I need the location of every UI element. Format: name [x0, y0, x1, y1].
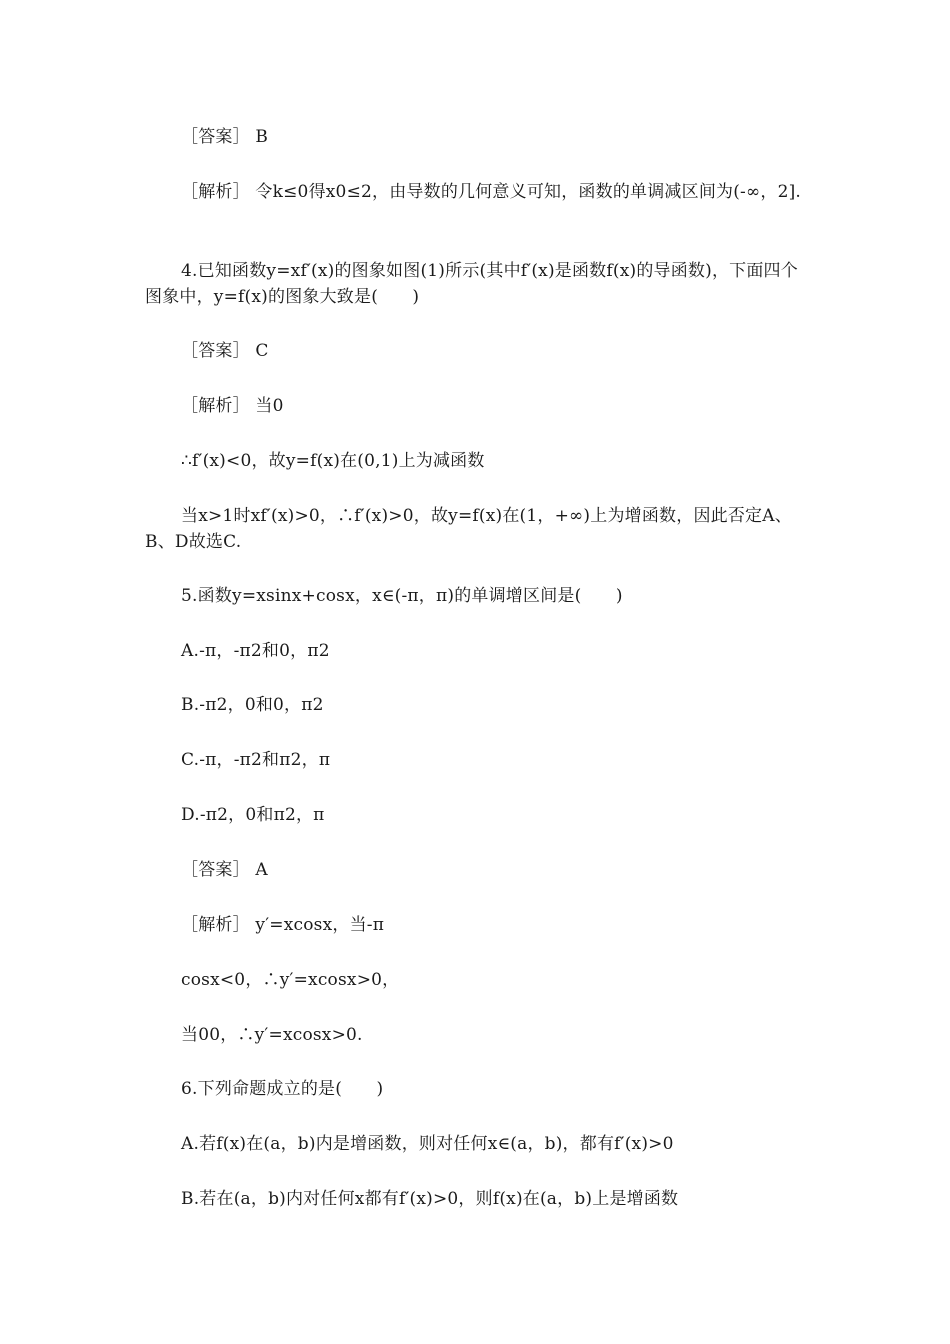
option-b-q6: B.若在(a，b)内对任何x都有f′(x)>0，则f(x)在(a，b)上是增函数	[181, 1189, 679, 1209]
answer-line-q3: ［答案］ B	[181, 127, 269, 147]
analysis-paragraph-q3: ［解析］ 令k≤0得x0≤2，由导数的几何意义可知，函数的单调减区间为(-∞，2].	[181, 182, 802, 202]
analysis-step-3: cosx<0，∴y′=xcosx>0，	[181, 970, 400, 990]
analysis-line-q5: ［解析］ y′=xcosx，当-π	[181, 915, 385, 935]
analysis-line-q4: ［解析］ 当0	[181, 396, 284, 416]
analysis-step-4: 当00，∴y′=xcosx>0.	[181, 1025, 363, 1045]
question-6-text: 6.下列命题成立的是( )	[181, 1079, 384, 1099]
option-d-q5: D.-π2，0和π2，π	[181, 805, 325, 825]
analysis-step-1: ∴f′(x)<0，故y=f(x)在(0,1)上为减函数	[181, 451, 485, 471]
option-c-q5: C.-π，-π2和π2，π	[181, 750, 331, 770]
analysis-step-2: 当x>1时xf′(x)>0，∴f′(x)>0，故y=f(x)在(1，+∞)上为增函数，因此否定A、B、D故选C.	[145, 506, 792, 552]
question-5-text: 5.函数y=xsinx+cosx，x∈(-π，π)的单调增区间是( )	[181, 586, 623, 606]
option-a-q5: A.-π，-π2和0，π2	[181, 641, 330, 661]
option-b-q5: B.-π2，0和0，π2	[181, 695, 324, 715]
option-a-q6: A.若f(x)在(a，b)内是增函数，则对任何x∈(a，b)，都有f′(x)>0	[181, 1134, 674, 1154]
question-4-text: 4.已知函数y=xf′(x)的图象如图(1)所示(其中f′(x)是函数f(x)的导函数)，下面四个图象中，y=f(x)的图象大致是( )	[145, 261, 798, 307]
answer-line-q4: ［答案］ C	[181, 341, 269, 361]
answer-line-q5: ［答案］ A	[181, 860, 268, 880]
